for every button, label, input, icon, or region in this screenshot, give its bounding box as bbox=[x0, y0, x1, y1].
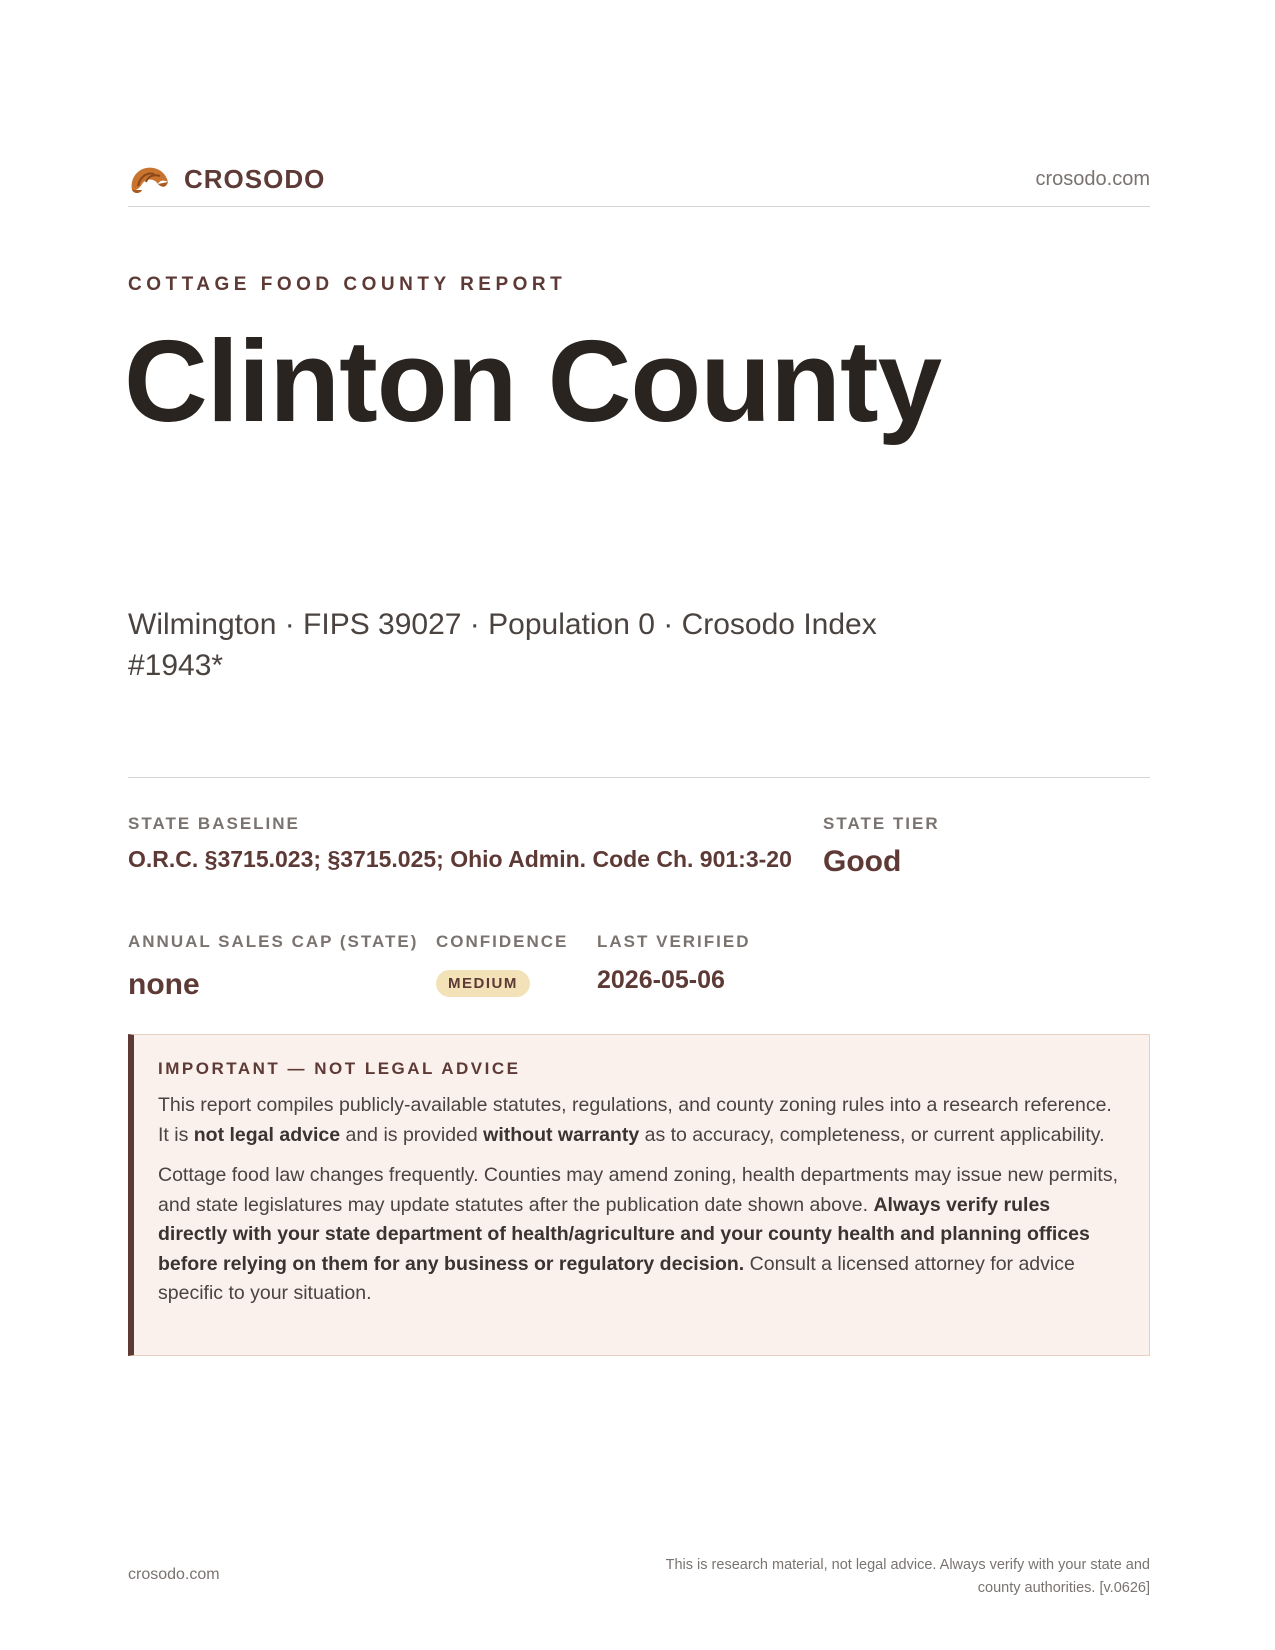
notice-emphasis: Always verify rules directly with your state department of health/agriculture and your county health and planning offices before relying on them for any business or regulatory decision. bbox=[158, 1193, 1090, 1275]
footer-disclaimer: This is research material, not legal advice. Always verify with your state and county authorities. [v.0626] bbox=[665, 1557, 1150, 1596]
sales-cap-label: ANNUAL SALES CAP (STATE) bbox=[128, 932, 419, 951]
page-title: Clinton County bbox=[124, 316, 942, 446]
legal-notice bbox=[128, 1034, 1150, 1356]
notice-text: Cottage food law changes frequently. Counties may amend zoning, health departments may issue new permits, and state legislatures may update statutes after the publication date shown above. bbox=[158, 1164, 1118, 1216]
brand-name: CROSODO bbox=[184, 163, 326, 194]
sales-cap-value: none bbox=[128, 968, 200, 1001]
page-header bbox=[128, 158, 1150, 207]
croissant-icon bbox=[128, 160, 170, 198]
state-tier-field bbox=[823, 814, 940, 879]
state-baseline-label: STATE BASELINE bbox=[128, 814, 300, 833]
notice-paragraph-2 bbox=[158, 1161, 1123, 1309]
state-tier-label: STATE TIER bbox=[823, 814, 940, 833]
last-verified-label: LAST VERIFIED bbox=[597, 932, 751, 951]
brand[interactable] bbox=[128, 160, 325, 198]
notice-text: and is provided bbox=[340, 1123, 484, 1146]
report-kicker: COTTAGE FOOD COUNTY REPORT bbox=[128, 274, 567, 295]
notice-text: Consult a licensed attorney for advice specific to your situation. bbox=[158, 1252, 1075, 1304]
state-baseline-field bbox=[128, 814, 792, 873]
header-site-link[interactable]: crosodo.com bbox=[1035, 168, 1150, 190]
divider bbox=[128, 777, 1150, 778]
report-subtitle: Wilmington · FIPS 39027 · Population 0 · Crosodo Index #1943* bbox=[128, 608, 877, 682]
confidence-label: CONFIDENCE bbox=[436, 932, 569, 951]
notice-text: as to accuracy, completeness, or current applicability. bbox=[639, 1123, 1105, 1146]
state-baseline-value: O.R.C. §3715.023; §3715.025; Ohio Admin. Code Ch. 901:3-20 bbox=[128, 846, 792, 872]
notice-title: IMPORTANT — NOT LEGAL ADVICE bbox=[158, 1059, 521, 1078]
notice-emphasis: without warranty bbox=[483, 1123, 640, 1146]
notice-emphasis: not legal advice bbox=[193, 1123, 341, 1146]
last-verified-field bbox=[597, 932, 751, 995]
notice-text: This report compiles publicly-available statutes, regulations, and county zoning rules into a research reference. It is bbox=[158, 1094, 1112, 1146]
notice-paragraph-1 bbox=[158, 1091, 1123, 1150]
state-tier-value: Good bbox=[823, 845, 902, 878]
last-verified-value: 2026-05-06 bbox=[597, 966, 725, 994]
report-page bbox=[124, 0, 1150, 1650]
sales-cap-field bbox=[128, 932, 418, 1002]
confidence-field bbox=[436, 932, 568, 997]
confidence-badge: MEDIUM bbox=[436, 970, 530, 997]
footer-site-link[interactable]: crosodo.com bbox=[128, 1566, 220, 1583]
